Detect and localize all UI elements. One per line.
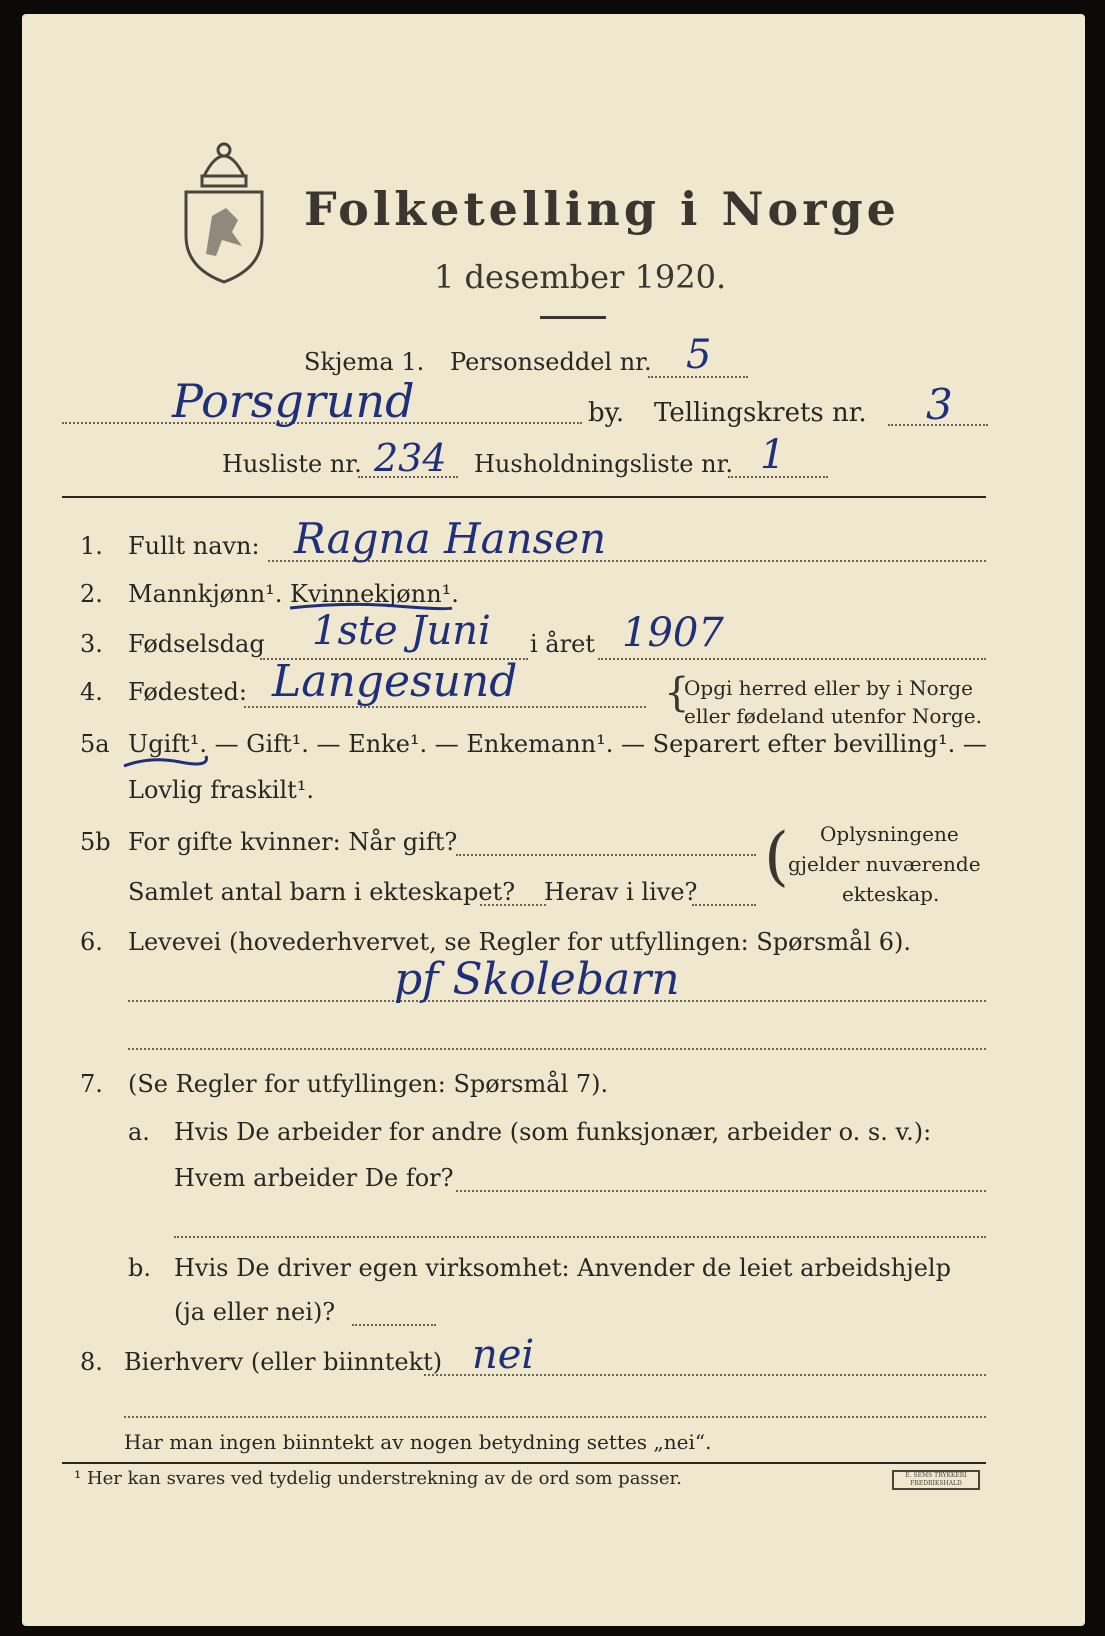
q4-label: Fødested: (128, 678, 247, 706)
q6-value: pf Skolebarn (394, 954, 680, 1005)
q5b-note3: ekteskap. (842, 882, 940, 906)
q6-line2 (128, 1048, 986, 1050)
q4-note-brace: { (664, 670, 690, 716)
q7b-line2: (ja eller nei)? (174, 1298, 336, 1326)
q3-number: 3. (80, 630, 103, 658)
q3-day-value: 1ste Juni (312, 608, 491, 654)
form-title: Folketelling i Norge (304, 182, 900, 236)
q8-value: nei (472, 1332, 535, 1378)
q5a-line2: Lovlig fraskilt¹. (128, 776, 315, 804)
tellingskrets-value: 3 (926, 380, 953, 429)
q5b-line2b: Herav i live? (544, 878, 698, 906)
q5b-alive-line (692, 904, 756, 906)
husholdning-label: Husholdningsliste nr. (474, 450, 733, 478)
footnote: ¹ Her kan svares ved tydelig understrekning av de ord som passer. (74, 1468, 682, 1489)
q5a-line1: Ugift¹. — Gift¹. — Enke¹. — Enkemann¹. — Separert efter bevilling¹. — (128, 730, 987, 758)
personseddel-value: 5 (686, 332, 712, 378)
q5b-number: 5b (80, 828, 111, 856)
q5b-line1: For gifte kvinner: Når gift? (128, 828, 458, 856)
q6-label: Levevei (hovederhvervet, se Regler for utfyllingen: Spørsmål 6). (128, 928, 912, 956)
q5b-married-line (456, 854, 756, 856)
footnote-divider (62, 1462, 986, 1464)
q2-label: Mannkjønn¹. Kvinnekjønn¹. (128, 580, 459, 608)
q7b-line1: Hvis De driver egen virksomhet: Anvender de leiet arbeidshjelp (174, 1254, 951, 1282)
husholdning-value: 1 (760, 432, 786, 478)
q7b-letter: b. (128, 1254, 151, 1282)
coat-of-arms-icon (182, 136, 266, 286)
q5b-note1: Oplysningene (820, 822, 959, 846)
q5b-note2: gjelder nuværende (788, 852, 981, 876)
personseddel-label: Personseddel nr. (450, 348, 652, 376)
q7-label: (Se Regler for utfyllingen: Spørsmål 7). (128, 1070, 609, 1098)
nei-note: Har man ingen biinntekt av nogen betydning settes „nei“. (124, 1430, 712, 1454)
form-date: 1 desember 1920. (434, 258, 727, 296)
q1-label: Fullt navn: (128, 532, 260, 560)
q8-line2 (124, 1416, 986, 1418)
q5a-underline (120, 748, 210, 774)
schema-label: Skjema 1. (304, 348, 425, 376)
q3-label: Fødselsdag (128, 630, 265, 658)
q5a-number: 5a (80, 730, 110, 758)
q1-number: 1. (80, 532, 103, 560)
q2-number: 2. (80, 580, 103, 608)
printer-stamp: E. SEMS TRYKKERI FREDRIKSHALD (892, 1470, 980, 1490)
q7-number: 7. (80, 1070, 103, 1098)
q7a-extra-line (174, 1236, 986, 1238)
q4-value: Langesund (272, 656, 518, 707)
q7a-line2: Hvem arbeider De for? (174, 1164, 454, 1192)
q1-value: Ragna Hansen (294, 514, 607, 563)
title-separator (540, 316, 606, 319)
q3-year-value: 1907 (622, 610, 724, 656)
q8-number: 8. (80, 1348, 103, 1376)
q8-label: Bierhverv (eller biinntekt) (124, 1348, 443, 1376)
q7a-employer-line (456, 1190, 986, 1192)
city-value: Porsgrund (172, 374, 415, 428)
q7a-letter: a. (128, 1118, 150, 1146)
q3-year-label: i året (530, 630, 595, 658)
header-divider (62, 496, 986, 498)
q5b-children-line (480, 904, 546, 906)
by-label: by. (588, 398, 625, 428)
q7b-answer-line (352, 1324, 436, 1326)
q3-year-line (598, 658, 986, 660)
q4-number: 4. (80, 678, 103, 706)
husliste-value: 234 (374, 436, 447, 480)
husliste-label: Husliste nr. (222, 450, 362, 478)
census-form (22, 14, 1085, 1626)
q5b-note-brace: ( (764, 820, 789, 894)
q5b-line2a: Samlet antal barn i ekteskapet? (128, 878, 516, 906)
q4-note-line1: Opgi herred eller by i Norge (684, 676, 973, 700)
q7a-line1: Hvis De arbeider for andre (som funksjonær, arbeider o. s. v.): (174, 1118, 932, 1146)
q4-note-line2: eller fødeland utenfor Norge. (684, 704, 982, 728)
q6-number: 6. (80, 928, 103, 956)
tellingskrets-label: Tellingskrets nr. (654, 398, 867, 428)
